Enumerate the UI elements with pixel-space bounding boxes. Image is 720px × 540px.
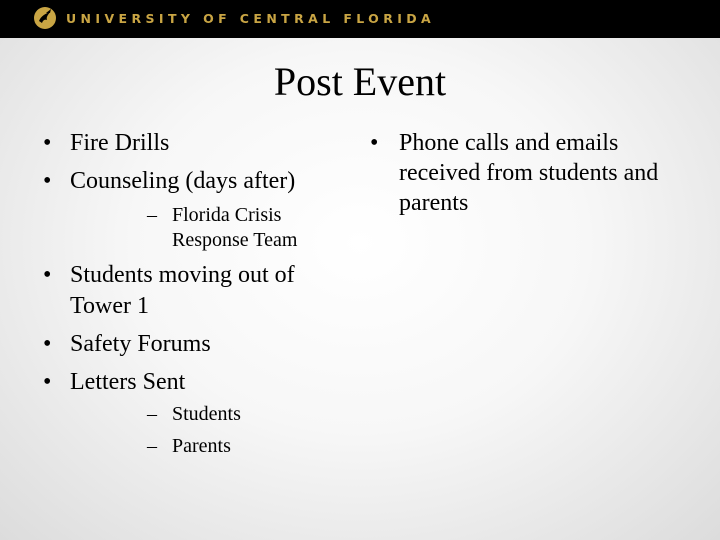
bullet-counseling xyxy=(0,166,350,253)
university-wordmark: UNIVERSITY OF CENTRAL FLORIDA xyxy=(66,11,436,26)
bullet-letters-sent-text: Letters Sent xyxy=(70,369,186,395)
bullet-students-moving: • Students moving out of Tower 1 xyxy=(0,260,350,322)
right-bullet-list xyxy=(360,128,700,218)
bullet-counseling-text: Counseling (days after) xyxy=(70,168,296,194)
left-bullet-list xyxy=(0,128,350,462)
bullet-letters-sent xyxy=(0,367,350,462)
bullet-fire-drills: • Fire Drills xyxy=(0,128,350,159)
pegasus-logo-icon xyxy=(33,6,57,30)
bullet-safety-forums: • Safety Forums xyxy=(0,329,350,360)
sub-bullet-parents: – Parents xyxy=(70,430,350,462)
letters-sub-list xyxy=(70,398,350,462)
header-bar xyxy=(0,0,720,38)
bullet-phone-calls: • Phone calls and emails received from students and parents xyxy=(360,128,700,218)
counseling-sub-list xyxy=(70,203,350,253)
sub-bullet-crisis-team: – Florida Crisis Response Team xyxy=(70,203,350,253)
sub-bullet-students: – Students xyxy=(70,398,350,430)
slide-title: Post Event xyxy=(273,59,447,104)
